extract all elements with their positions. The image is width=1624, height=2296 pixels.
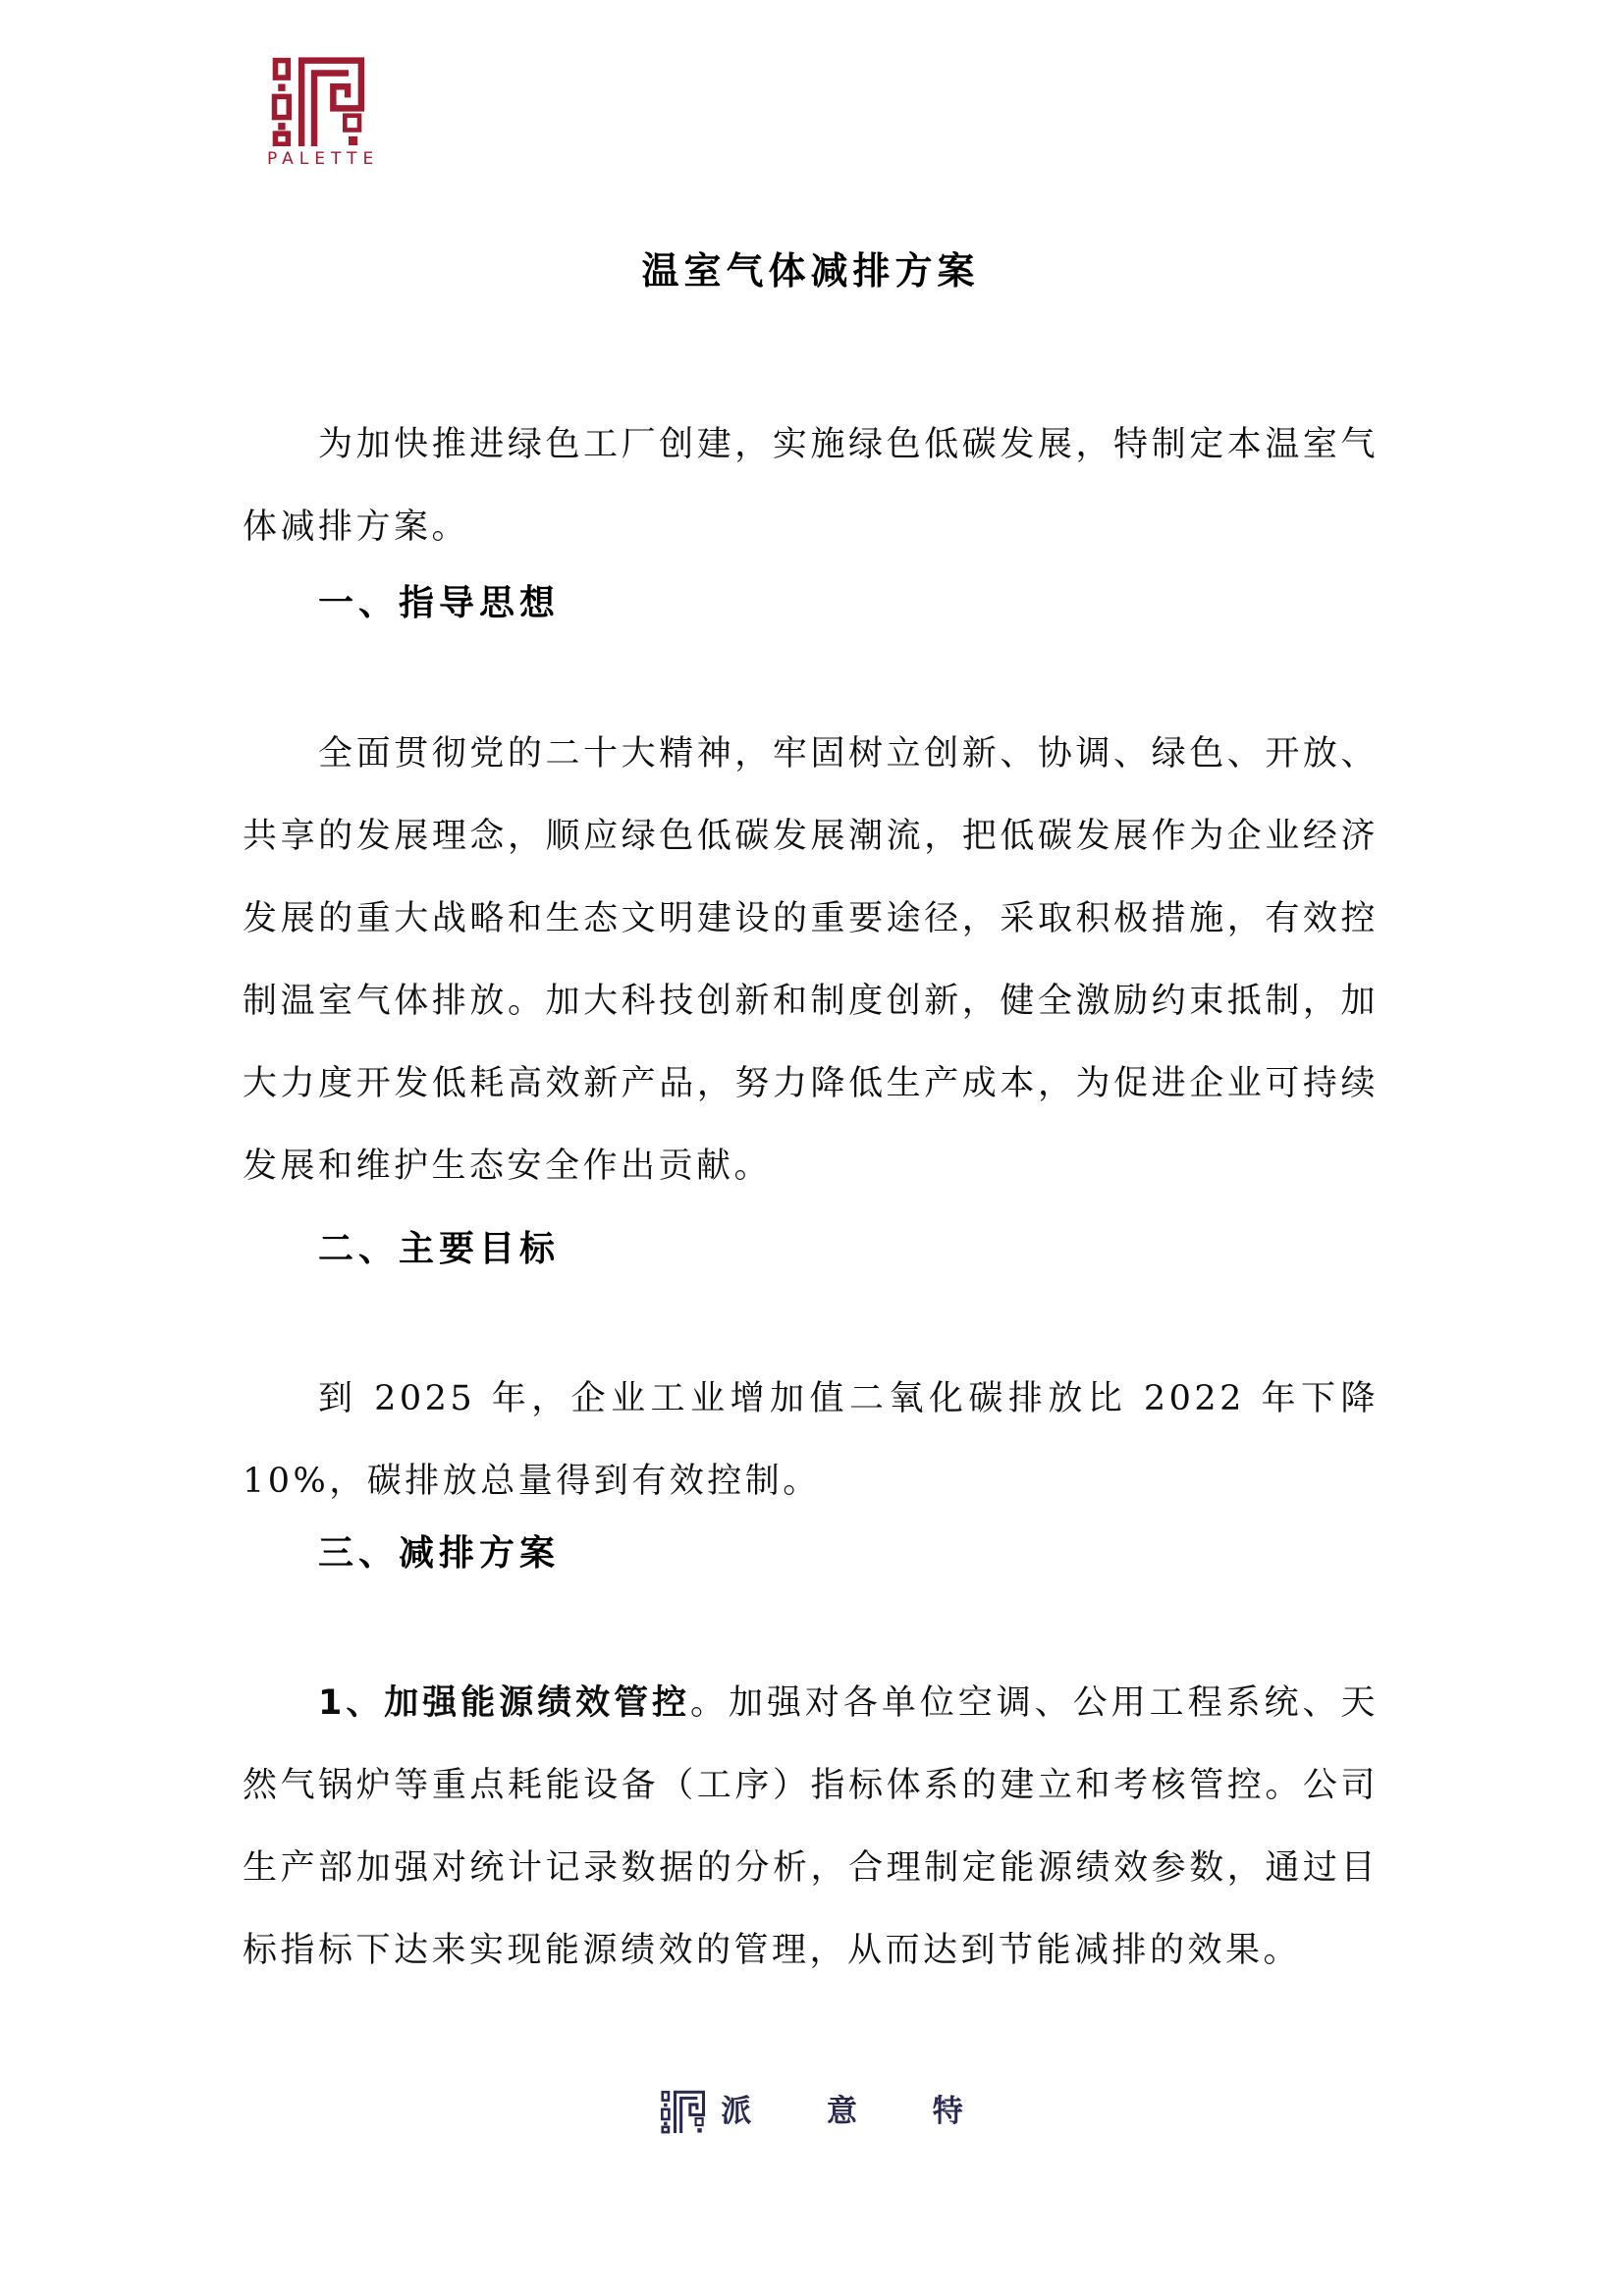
- footer-brand: [0, 2087, 1624, 2136]
- palette-wordmark: PALETTE: [267, 149, 380, 169]
- section-heading-1: 一、指导思想: [318, 583, 561, 623]
- footer-maze-logo-icon: [661, 2087, 707, 2136]
- section-heading-3: 三、减排方案: [318, 1533, 561, 1574]
- palette-maze-logo-icon: [267, 56, 373, 146]
- footer-brand-text: 派 意 特: [721, 2094, 996, 2129]
- section-body-1: 全面贯彻党的二十大精神，牢固树立创新、协调、绿色、开放、共享的发展理念，顺应绿色低碳发展潮流，把低碳发展作为企业经济发展的重大战略和生态文明建设的重要途径，采取积极措施，有效控制温室气体排放。加大科技创新和制度创新，健全激励约束抵制，加大力度开发低耗高效新产品，努力降低生产成本，为促进企业可持续发展和维护生态安全作出贡献。: [243, 734, 1379, 1186]
- section-heading-2: 二、主要目标: [318, 1229, 561, 1269]
- header-logo: [267, 56, 395, 169]
- intro-paragraph: 为加快推进绿色工厂创建，实施绿色低碳发展，特制定本温室气体减排方案。: [243, 425, 1379, 547]
- measure-body-text: 。加强对各单位空调、公用工程系统、天然气锅炉等重点耗能设备（工序）指标体系的建立和考核管控。公司生产部加强对统计记录数据的分析，合理制定能源绩效参数，通过目标指标下达来实现能源绩效的管理，从而达到节能减排的效果。: [243, 1683, 1379, 1970]
- measure-lead-bold: 1、加强能源绩效管控: [318, 1683, 691, 1723]
- section-body-2: 到 2025 年，企业工业增加值二氧化碳排放比 2022 年下降 10%，碳排放总量得到有效控制。: [243, 1379, 1379, 1501]
- section-body-3: [243, 1662, 1379, 1992]
- document-title: 温室气体减排方案: [641, 248, 980, 293]
